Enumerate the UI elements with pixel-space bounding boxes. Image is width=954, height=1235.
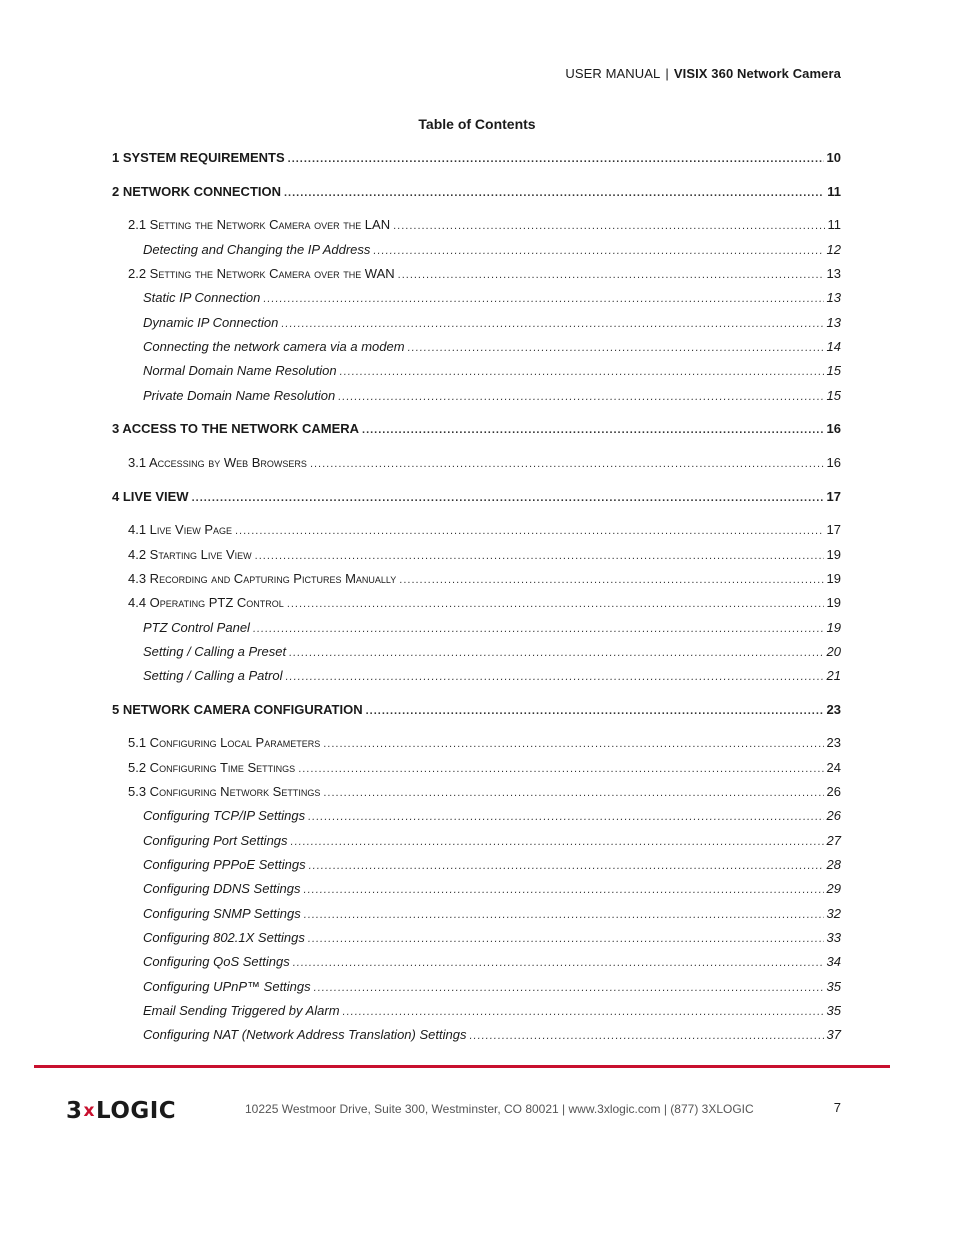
toc-entry[interactable] xyxy=(112,702,841,719)
toc-entry[interactable] xyxy=(143,906,841,923)
toc-leader-dots xyxy=(298,761,823,777)
toc-leader-dots xyxy=(469,1028,823,1044)
toc-entry-label: 1 SYSTEM REQUIREMENTS xyxy=(112,150,285,165)
toc-entry-label: 5.2 Configuring Time Settings xyxy=(128,760,296,775)
toc-title: Table of Contents xyxy=(418,116,536,132)
toc-entry[interactable] xyxy=(143,857,841,874)
toc-entry[interactable] xyxy=(143,808,841,825)
toc-entry-page: 17 xyxy=(826,489,841,504)
toc-leader-dots xyxy=(314,980,824,996)
toc-entry-page: 14 xyxy=(826,339,841,354)
toc-entry-page: 26 xyxy=(826,784,841,799)
toc-leader-dots xyxy=(343,1004,824,1020)
toc-entry[interactable] xyxy=(128,217,841,234)
toc-entry-label: Configuring DDNS Settings xyxy=(143,881,301,896)
toc-entry-label: Configuring 802.1X Settings xyxy=(143,930,305,945)
toc-entry-label: 2.2 Setting the Network Camera over the WAN xyxy=(128,266,395,281)
toc-leader-dots xyxy=(255,548,824,564)
toc-entry[interactable] xyxy=(143,315,841,332)
toc-entry-page: 11 xyxy=(827,217,841,232)
toc-entry-label: 5.1 Configuring Local Parameters xyxy=(128,735,321,750)
toc-entry-page: 13 xyxy=(826,315,841,330)
toc-entry-label: 4.3 Recording and Capturing Pictures Manually xyxy=(128,571,397,586)
toc-entry-page: 11 xyxy=(827,184,841,199)
toc-entry-label: 4 LIVE VIEW xyxy=(112,489,189,504)
toc-entry-page: 19 xyxy=(826,571,841,586)
toc-leader-dots xyxy=(235,523,824,539)
toc-entry[interactable] xyxy=(112,421,841,438)
logo-prefix: 3 xyxy=(66,1098,83,1124)
toc-leader-dots xyxy=(285,669,823,685)
company-address: 10225 Westmoor Drive, Suite 300, Westminster, CO 80021 | www.3xlogic.com | (877) 3XLOGIC xyxy=(245,1102,754,1116)
toc-entry-page: 23 xyxy=(826,702,841,717)
toc-leader-dots xyxy=(373,243,823,259)
toc-leader-dots xyxy=(393,218,824,234)
footer-divider xyxy=(34,1065,890,1068)
toc-entry-label: 4.4 Operating PTZ Control xyxy=(128,595,284,610)
toc-entry[interactable] xyxy=(143,620,841,637)
toc-entry[interactable] xyxy=(143,979,841,996)
toc-entry[interactable] xyxy=(128,266,841,283)
toc-leader-dots xyxy=(340,364,824,380)
toc-entry-page: 19 xyxy=(826,620,841,635)
toc-entry-page: 15 xyxy=(826,388,841,403)
toc-entry-page: 37 xyxy=(826,1027,841,1042)
toc-entry[interactable] xyxy=(128,571,841,588)
toc-leader-dots xyxy=(304,907,824,923)
toc-leader-dots xyxy=(408,340,824,356)
toc-entry-page: 27 xyxy=(826,833,841,848)
toc-entry-page: 24 xyxy=(826,760,841,775)
toc-entry-page: 35 xyxy=(826,979,841,994)
toc-leader-dots xyxy=(289,645,823,661)
toc-entry[interactable] xyxy=(143,1003,841,1020)
toc-leader-dots xyxy=(308,809,823,825)
toc-entry-page: 21 xyxy=(826,668,841,683)
toc-entry-page: 28 xyxy=(826,857,841,872)
toc-entry-label: Configuring NAT (Network Address Translation) Settings xyxy=(143,1027,467,1042)
logo-x: x xyxy=(83,1101,95,1121)
toc-leader-dots xyxy=(323,736,823,752)
toc-entry-page: 33 xyxy=(826,930,841,945)
toc-entry-label: Setting / Calling a Preset xyxy=(143,644,287,659)
toc-entry-label: Connecting the network camera via a modem xyxy=(143,339,405,354)
toc-entry-label: 2.1 Setting the Network Camera over the LAN xyxy=(128,217,391,232)
product-name: VISIX 360 Network Camera xyxy=(673,66,841,81)
toc-entry-page: 10 xyxy=(826,150,841,165)
toc-leader-dots xyxy=(399,572,823,588)
toc-entry-label: Normal Domain Name Resolution xyxy=(143,363,337,378)
toc-entry-label: Private Domain Name Resolution xyxy=(143,388,336,403)
toc-entry-label: Configuring PPPoE Settings xyxy=(143,857,306,872)
toc-entry[interactable] xyxy=(143,290,841,307)
toc-leader-dots xyxy=(323,785,823,801)
toc-entry-label: Configuring TCP/IP Settings xyxy=(143,808,306,823)
toc-entry-page: 13 xyxy=(826,266,841,281)
toc-leader-dots xyxy=(192,490,824,506)
toc-entry[interactable] xyxy=(143,388,841,405)
toc-entry-label: 5.3 Configuring Network Settings xyxy=(128,784,321,799)
toc-entry-page: 29 xyxy=(826,881,841,896)
logo-suffix: LOGIC xyxy=(95,1098,177,1124)
toc-entry-page: 26 xyxy=(826,808,841,823)
toc-entry-page: 20 xyxy=(826,644,841,659)
toc-entry-label: PTZ Control Panel xyxy=(143,620,250,635)
toc-entry-page: 17 xyxy=(826,522,841,537)
toc-entry[interactable] xyxy=(143,668,841,685)
toc-entry[interactable] xyxy=(128,735,841,752)
toc-entry[interactable] xyxy=(143,833,841,850)
company-logo xyxy=(66,1098,176,1124)
toc-entry[interactable] xyxy=(143,930,841,947)
doc-type: USER MANUAL xyxy=(565,66,661,81)
toc-entry[interactable] xyxy=(143,339,841,356)
toc-entry-page: 19 xyxy=(826,595,841,610)
toc-entry-label: 3 ACCESS TO THE NETWORK CAMERA xyxy=(112,421,360,436)
toc-entry-label: Configuring SNMP Settings xyxy=(143,906,301,921)
toc-entry-page: 34 xyxy=(826,954,841,969)
toc-leader-dots xyxy=(366,703,824,719)
toc-entry-page: 15 xyxy=(826,363,841,378)
toc-leader-dots xyxy=(309,858,824,874)
toc-leader-dots xyxy=(288,151,824,167)
toc-leader-dots xyxy=(338,389,823,405)
toc-entry-label: Dynamic IP Connection xyxy=(143,315,279,330)
toc-entry[interactable] xyxy=(112,184,841,201)
toc-entry-label: 4.1 Live View Page xyxy=(128,522,232,537)
toc-entry-label: Detecting and Changing the IP Address xyxy=(143,242,371,257)
toc-entry[interactable] xyxy=(143,954,841,971)
toc-entry-label: Configuring UPnP™ Settings xyxy=(143,979,311,994)
toc-entry-label: Static IP Connection xyxy=(143,290,261,305)
toc-entry-page: 13 xyxy=(826,290,841,305)
toc-entry-label: 3.1 Accessing by Web Browsers xyxy=(128,455,307,470)
toc-entry[interactable] xyxy=(128,760,841,777)
toc-leader-dots xyxy=(398,267,824,283)
toc-entry[interactable] xyxy=(128,455,841,472)
header-separator: | xyxy=(665,66,669,81)
toc-entry-page: 16 xyxy=(826,421,841,436)
toc-entry[interactable] xyxy=(143,363,841,380)
toc-entry-page: 32 xyxy=(826,906,841,921)
toc-leader-dots xyxy=(263,291,823,307)
toc-entry-page: 35 xyxy=(826,1003,841,1018)
toc-leader-dots xyxy=(308,931,824,947)
toc-entry-page: 19 xyxy=(826,547,841,562)
toc-entry[interactable] xyxy=(128,547,841,564)
toc-entry[interactable] xyxy=(143,881,841,898)
toc-leader-dots xyxy=(293,955,824,971)
toc-entry[interactable] xyxy=(128,522,841,539)
toc-entry-page: 16 xyxy=(826,455,841,470)
toc-leader-dots xyxy=(291,834,824,850)
toc-entry[interactable] xyxy=(128,595,841,612)
toc-entry-label: 5 NETWORK CAMERA CONFIGURATION xyxy=(112,702,363,717)
toc-entry-label: 4.2 Starting Live View xyxy=(128,547,252,562)
toc-entry[interactable] xyxy=(143,242,841,259)
toc-entry-page: 23 xyxy=(826,735,841,750)
toc-entry-label: Configuring QoS Settings xyxy=(143,954,290,969)
toc-entry[interactable] xyxy=(112,150,841,167)
toc-leader-dots xyxy=(310,456,824,472)
toc-entry-label: Setting / Calling a Patrol xyxy=(143,668,283,683)
toc-leader-dots xyxy=(362,422,824,438)
toc-entry-page: 12 xyxy=(826,242,841,257)
toc-leader-dots xyxy=(253,621,824,637)
toc-entry-label: Email Sending Triggered by Alarm xyxy=(143,1003,340,1018)
toc-entry[interactable] xyxy=(112,489,841,506)
toc-leader-dots xyxy=(304,882,824,898)
toc-entry-label: Configuring Port Settings xyxy=(143,833,288,848)
toc-leader-dots xyxy=(281,316,823,332)
toc-leader-dots xyxy=(284,185,824,201)
toc-entry-label: 2 NETWORK CONNECTION xyxy=(112,184,281,199)
toc-leader-dots xyxy=(287,596,824,612)
page-number: 7 xyxy=(833,1100,841,1115)
toc-entry[interactable] xyxy=(128,784,841,801)
toc-entry[interactable] xyxy=(143,644,841,661)
toc-entry[interactable] xyxy=(143,1027,841,1044)
